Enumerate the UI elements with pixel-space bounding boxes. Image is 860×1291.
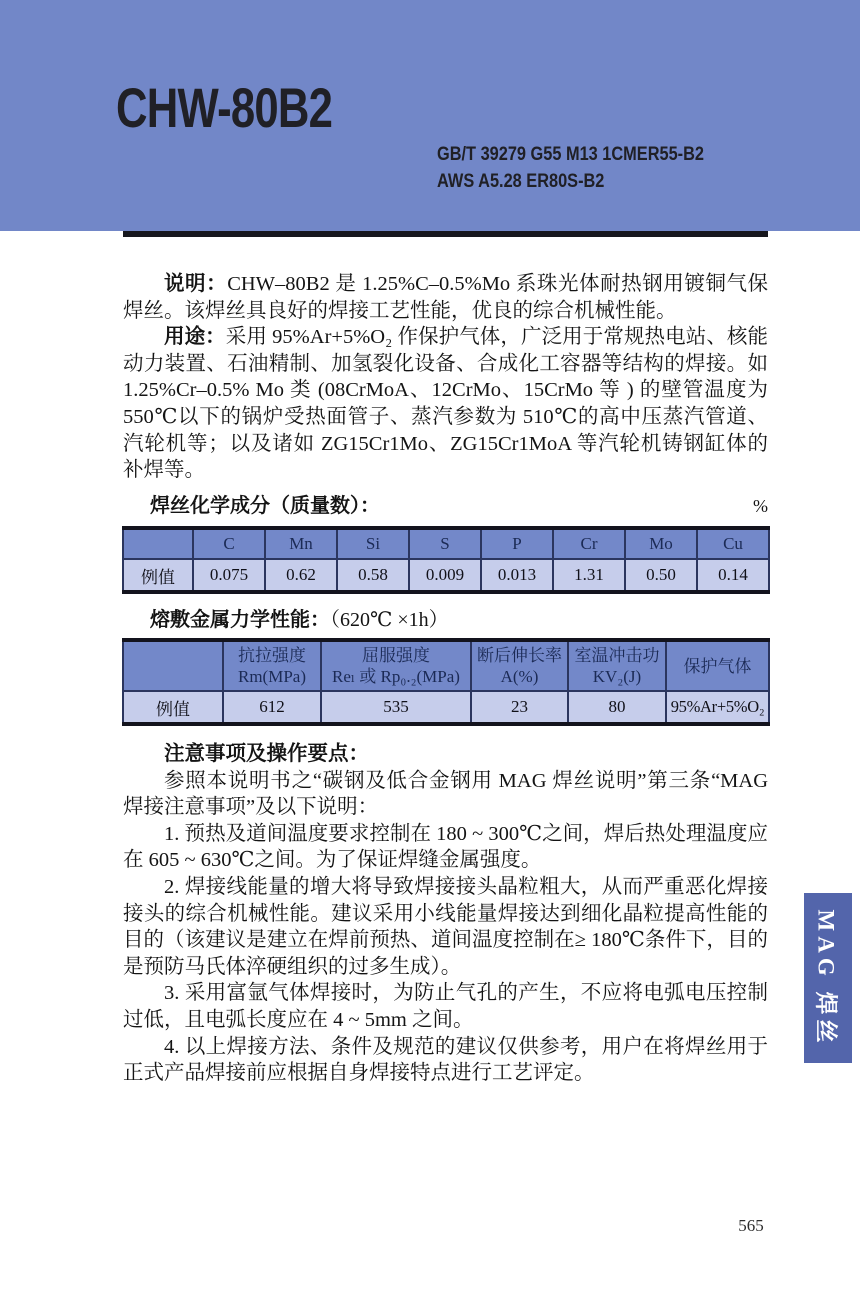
mech-col-elongation bbox=[471, 640, 568, 691]
chem-val-p: 0.013 bbox=[481, 559, 553, 592]
notes-section bbox=[123, 741, 768, 1087]
mech-corner-cell bbox=[123, 640, 223, 691]
chem-row-label: 例值 bbox=[123, 559, 193, 592]
mechanical-header-row bbox=[123, 640, 769, 691]
chemistry-value-row bbox=[123, 559, 769, 592]
mechanical-title: 熔敷金属力学性能： bbox=[150, 609, 330, 631]
chem-col-si: Si bbox=[337, 528, 409, 559]
chemistry-header-row bbox=[123, 528, 769, 559]
mech-val-tensile: 612 bbox=[223, 691, 321, 724]
mech-col-impact bbox=[568, 640, 666, 691]
mech-col-yield-zh: 屈服强度 bbox=[362, 646, 430, 665]
mech-col-tensile-zh: 抗拉强度 bbox=[238, 646, 306, 665]
chem-val-mn: 0.62 bbox=[265, 559, 337, 592]
mechanical-title-row bbox=[123, 608, 768, 632]
mech-col-elongation-sym: A(%) bbox=[500, 667, 539, 686]
notes-paragraph-3: 3. 采用富氩气体焊接时，为防止气孔的产生，不应将电弧电压控制过低，且电弧长度应在 4 ~ 5mm 之间。 bbox=[123, 982, 768, 1031]
mech-col-gas bbox=[666, 640, 769, 691]
chem-val-cu: 0.14 bbox=[697, 559, 769, 592]
chem-val-si: 0.58 bbox=[337, 559, 409, 592]
mech-val-yield: 535 bbox=[321, 691, 471, 724]
spec-standards bbox=[437, 141, 704, 195]
mechanical-title-condition: （620℃ ×1h） bbox=[330, 609, 449, 631]
chem-col-cu: Cu bbox=[697, 528, 769, 559]
description-label: 说明： bbox=[164, 272, 228, 295]
mech-val-gas: 95%Ar+5%O₂ bbox=[666, 691, 769, 724]
chem-corner-cell bbox=[123, 528, 193, 559]
mechanical-table bbox=[122, 638, 770, 726]
spec-line-gbt: GB/T 39279 G55 M13 1CMER55-B2 bbox=[437, 144, 705, 165]
mech-val-impact: 80 bbox=[568, 691, 666, 724]
chem-col-mn: Mn bbox=[265, 528, 337, 559]
notes-paragraph-ref: 参照本说明书之“碳钢及低合金钢用 MAG 焊丝说明”第三条“MAG 焊接注意事项”及以下说明： bbox=[123, 769, 768, 819]
side-tab-mag-wire bbox=[804, 893, 852, 1063]
mech-col-impact-zh: 室温冲击功 bbox=[574, 646, 660, 665]
chemistry-table bbox=[122, 526, 770, 594]
usage-label: 用途： bbox=[164, 325, 226, 349]
description-paragraph bbox=[123, 271, 768, 324]
mech-val-elongation: 23 bbox=[471, 691, 568, 724]
description-text: CHW–80B2 是 1.25%C–0.5%Mo 系珠光体耐热钢用镀铜气保焊丝。该焊丝具良好的焊接工艺性能，优良的综合机械性能。 bbox=[123, 273, 769, 322]
mechanical-value-row bbox=[123, 691, 769, 724]
intro-section bbox=[123, 271, 768, 484]
chemistry-title: 焊丝化学成分（质量数）： bbox=[150, 495, 380, 517]
notes-heading-text: 注意事项及操作要点： bbox=[164, 742, 369, 765]
chem-col-cr: Cr bbox=[553, 528, 625, 559]
spec-line-aws: AWS A5.28 ER80S-B2 bbox=[437, 171, 605, 192]
notes-paragraph-1: 1. 预热及道间温度要求控制在 180 ~ 300℃之间，焊后热处理温度应在 605 ~ 630℃之间。为了保证焊缝金属强度。 bbox=[123, 822, 768, 872]
chem-val-cr: 1.31 bbox=[553, 559, 625, 592]
mech-col-gas-zh: 保护气体 bbox=[683, 656, 752, 676]
mech-col-impact-sym: KV₂(J) bbox=[592, 667, 642, 686]
page-number: 565 bbox=[738, 1216, 764, 1235]
chem-val-s: 0.009 bbox=[409, 559, 481, 592]
mech-col-yield bbox=[321, 640, 471, 691]
chem-col-c: C bbox=[193, 528, 265, 559]
usage-paragraph bbox=[123, 324, 768, 484]
chem-col-mo: Mo bbox=[625, 528, 697, 559]
chem-val-c: 0.075 bbox=[193, 559, 265, 592]
chem-val-mo: 0.50 bbox=[625, 559, 697, 592]
product-title: CHW-80B2 bbox=[116, 76, 333, 139]
mech-col-tensile bbox=[223, 640, 321, 691]
header-rule bbox=[123, 231, 768, 237]
chemistry-title-row bbox=[123, 494, 768, 518]
notes-paragraph-4: 4. 以上焊接方法、条件及规范的建议仅供参考，用户在将焊丝用于正式产品焊接前应根据自身焊接特点进行工艺评定。 bbox=[123, 1035, 768, 1085]
mech-row-label: 例值 bbox=[123, 691, 223, 724]
mech-col-yield-sym: Reₗ 或 Rp₀.₂(MPa) bbox=[332, 667, 460, 686]
side-tab-label: MAG 焊丝 bbox=[813, 909, 839, 1047]
chem-col-s: S bbox=[409, 528, 481, 559]
mech-col-tensile-sym: Rm(MPa) bbox=[238, 667, 306, 686]
notes-paragraph-2: 2. 焊接线能量的增大将导致焊接接头晶粒粗大，从而严重恶化焊接接头的综合机械性能。建议采用小线能量焊接达到细化晶粒提高性能的目的（该建议是建立在焊前预热、道间温度控制在≥ 180℃条件下，目的是预防马氏体淬硬组织的过多生成）。 bbox=[123, 875, 768, 978]
chem-col-p: P bbox=[481, 528, 553, 559]
notes-heading bbox=[123, 741, 768, 768]
chemistry-unit: % bbox=[753, 496, 768, 516]
mech-col-elongation-zh: 断后伸长率 bbox=[477, 646, 562, 665]
usage-text: 采用 95%Ar+5%O₂ 作保护气体，广泛用于常规热电站、核能动力装置、石油精制、加氢裂化设备、合成化工容器等结构的焊接。如 1.25%Cr–0.5% Mo 类 (08CrMoA、12CrMo、15CrMo 等 ) 的壁管温度为 550℃以下的锅炉受热面管子、蒸汽参数为 510℃的高中压蒸汽管道、汽轮机等；以及诸如 ZG15Cr1Mo、ZG15Cr1MoA 等汽轮机铸钢缸体的补焊等。 bbox=[123, 326, 769, 482]
